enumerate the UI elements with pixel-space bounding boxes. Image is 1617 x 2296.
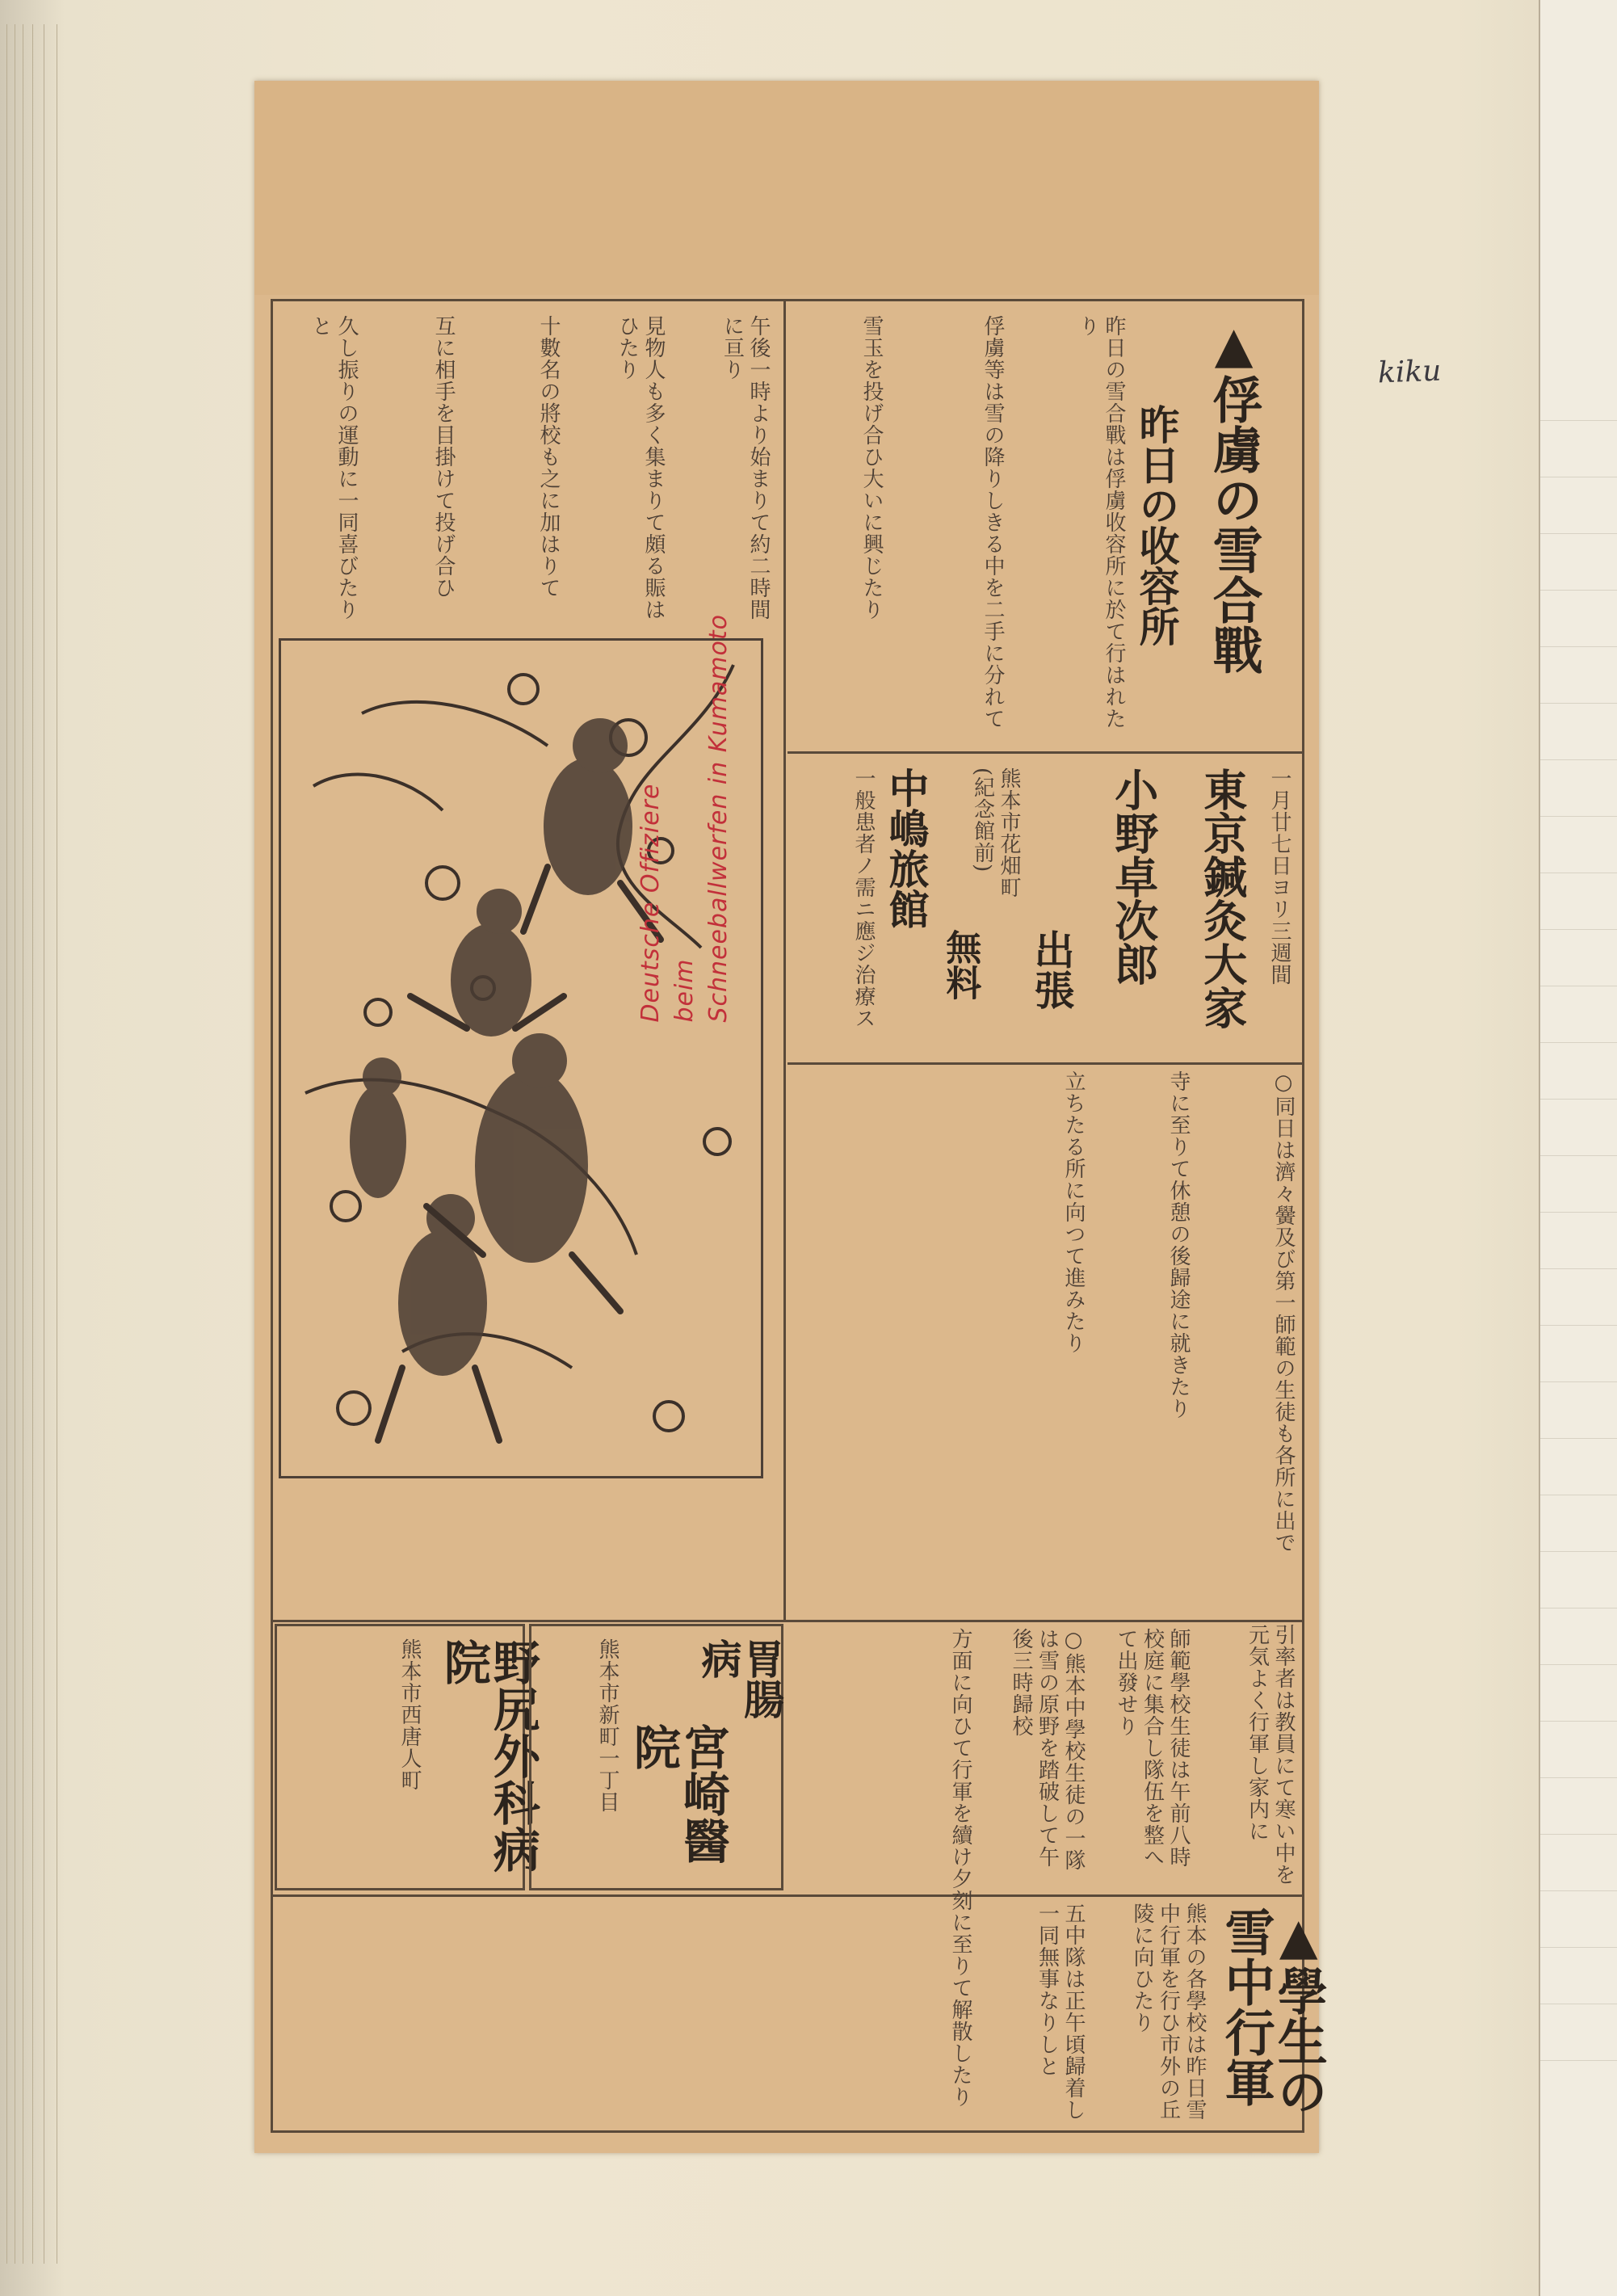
column-divider xyxy=(271,1620,1304,1622)
caption-line: Schneeballwerfen in Kumamoto xyxy=(704,614,733,1023)
column-divider xyxy=(271,1894,1304,1897)
article-paragraph: 俘虜等は雪の降りしきる中を二手に分れて xyxy=(981,315,1005,730)
clinic-address: 熊本市新町一丁目 xyxy=(595,1638,620,1813)
caption-line: beim xyxy=(670,958,699,1023)
article-paragraph: 引率者は教員にて寒い中を元気よく行軍し家内に xyxy=(1245,1624,1296,1886)
advert-place: 熊本市花畑町(紀念館前) xyxy=(970,767,1021,898)
clinic-ad-miyazaki xyxy=(529,1624,783,1890)
advert-name-ono: 小野卓次郎 xyxy=(1107,767,1160,986)
advert-note: 一般患者ノ需ニ應ジ治療ス xyxy=(851,767,876,1029)
illustration-caption xyxy=(634,614,736,1023)
column-divider xyxy=(788,1062,1304,1065)
facing-page xyxy=(1539,0,1617,2296)
article-paragraph: ○同日は濟々黌及び第一師範の生徒も各所に出で xyxy=(1271,1070,1296,1554)
article-paragraph: 見物人も多く集まりて頗る賑はひたり xyxy=(615,315,666,620)
article-paragraph: 立ちたる所に向つて進みたり xyxy=(1061,1070,1086,1354)
clinic-specialty: 胃腸病 xyxy=(695,1638,785,1719)
newspaper-clipping xyxy=(254,81,1329,2153)
article-paragraph: 久し振りの運動に一同喜びたりと xyxy=(308,315,359,620)
article-paragraph: 昨日の雪合戰は俘虜收容所に於て行はれたり xyxy=(1075,315,1126,730)
article-paragraph: 寺に至りて休憩の後歸途に就きたり xyxy=(1166,1070,1191,1419)
page-edge xyxy=(32,24,33,2264)
clinic-name: 宮崎醫院 xyxy=(625,1723,730,1864)
clinic-address: 熊本市西唐人町 xyxy=(397,1638,422,1791)
handwritten-margin-note: kiku xyxy=(1377,354,1443,390)
clinic-name: 野尻外科病院 xyxy=(435,1638,540,1873)
advert-date: 一月廿七日ヨリ三週間 xyxy=(1267,767,1292,986)
article-paragraph: 師範學校生徒は午前八時校庭に集合し隊伍を整へて出發せり xyxy=(1114,1628,1191,1868)
advert-title-tokyo: 東京鍼灸大家 xyxy=(1196,767,1249,1029)
headline-student-march: ▲學生の雪中行軍 xyxy=(1216,1907,1329,2116)
column-divider xyxy=(783,299,786,1620)
caption-line: Deutsche Offiziere xyxy=(636,783,665,1023)
article-paragraph: 互に相手を目掛けて投げ合ひ xyxy=(431,315,456,599)
column-divider xyxy=(788,751,1304,754)
advert-inn: 中嶋旅館 xyxy=(882,767,930,929)
advert-visit: 出張 xyxy=(1027,929,1076,1010)
article-paragraph: ○熊本中學校生徒の一隊は雪の原野を踏破して午後三時歸校 xyxy=(1009,1628,1086,1871)
page-edge xyxy=(6,24,7,2264)
article-paragraph: 五中隊は正午頃歸着し一同無事なりしと xyxy=(1035,1903,1086,2121)
clipping-blank-margin xyxy=(254,81,1319,295)
clinic-ad-noshiri xyxy=(275,1624,540,1890)
article-paragraph: 十數名の將校も之に加はりて xyxy=(536,315,561,599)
headline-camp: 昨日の收容所 xyxy=(1132,404,1181,646)
advert-free: 無料 xyxy=(939,929,981,1000)
article-paragraph: 雪玉を投げ合ひ大いに興じたり xyxy=(859,315,884,620)
article-paragraph: 熊本の各學校は昨日雪中行軍を行ひ市外の丘陵に向ひたり xyxy=(1130,1903,1207,2121)
headline-prisoner-snowfight: ▲俘虜の雪合戰 xyxy=(1204,315,1264,675)
article-paragraph: 午後一時より始まりて約二時間に亘り xyxy=(720,315,771,620)
article-paragraph: 方面に向ひて行軍を續け夕刻に至りて解散したり xyxy=(948,1628,972,2108)
